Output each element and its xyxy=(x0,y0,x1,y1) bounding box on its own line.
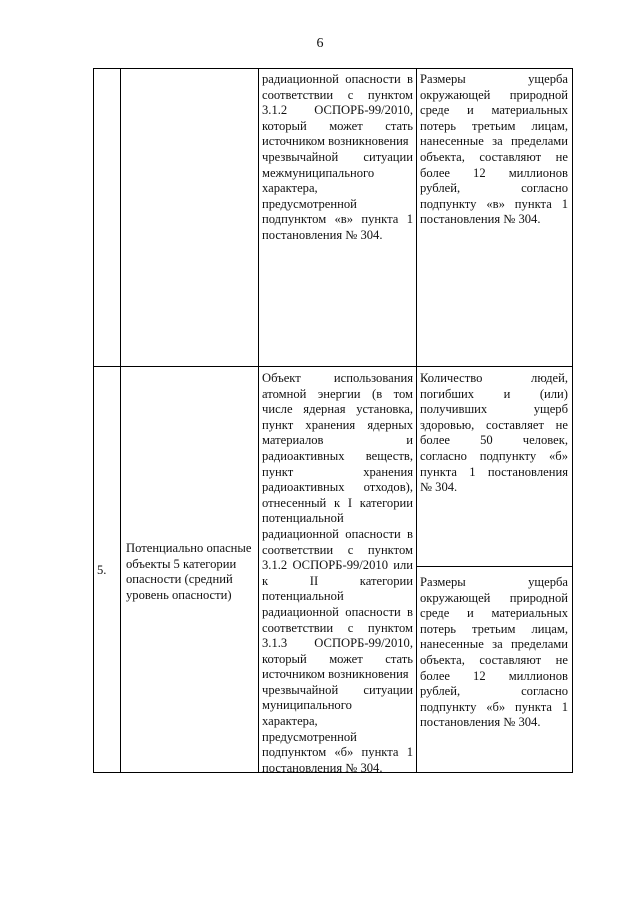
text-line: соответствии с пунктом xyxy=(262,542,413,557)
text-line: 3.1.2 ОСПОРБ-99/2010 или xyxy=(262,558,413,573)
text-line: рублей, согласно xyxy=(420,181,568,196)
text-line: предусмотренной xyxy=(262,196,357,211)
text-line: постановления № 304. xyxy=(262,227,383,242)
row-separator xyxy=(93,366,573,367)
text-line: более 50 человек, xyxy=(420,433,568,448)
text-line: согласно подпункту «б» xyxy=(420,448,568,463)
table-divider-2 xyxy=(258,68,259,773)
text-line: окружающей природной xyxy=(420,87,568,102)
row-object-description xyxy=(262,371,413,776)
text-line: Размеры ущерба xyxy=(420,575,568,589)
text-line: соответствии с пунктом xyxy=(262,620,413,635)
text-line: отнесенный к I категории xyxy=(262,495,413,510)
text-line: потенциальной xyxy=(262,511,344,526)
text-line: радиационной опасности в xyxy=(262,72,413,86)
text-line: Потенциально опасные xyxy=(126,541,252,555)
text-line: окружающей природной xyxy=(420,590,568,605)
row-damage-criterion xyxy=(420,575,568,731)
table-border-top xyxy=(93,68,573,69)
text-line: Объект использования xyxy=(262,371,413,385)
text-line: характера, xyxy=(262,181,318,196)
text-line: нанесенные за пределами xyxy=(420,134,568,149)
text-line: радиационной опасности в xyxy=(262,604,413,619)
text-line: источником возникновения xyxy=(262,134,409,149)
text-line: нанесенные за пределами xyxy=(420,637,568,652)
text-line: объекты 5 категории xyxy=(126,556,237,571)
text-line: № 304. xyxy=(420,480,458,495)
criteria-separator xyxy=(416,566,573,567)
text-line: который может стать xyxy=(262,651,413,666)
text-line: среде и материальных xyxy=(420,606,568,621)
text-line: потенциальной xyxy=(262,589,344,604)
page-number: 6 xyxy=(316,36,324,51)
text-line: пункт хранения xyxy=(262,464,413,479)
text-line: радиоактивных отходов), xyxy=(262,480,413,495)
text-line: 3.1.2 ОСПОРБ-99/2010, xyxy=(262,103,413,118)
row-people-criterion xyxy=(420,371,568,496)
text-line: постановления № 304. xyxy=(420,212,541,227)
table-divider-3 xyxy=(416,68,417,773)
text-line: подпунктом «в» пункта 1 xyxy=(262,212,413,227)
text-line: атомной энергии (в том xyxy=(262,386,413,401)
text-line: подпункту «в» пункта 1 xyxy=(420,196,568,211)
continued-damage-criterion xyxy=(420,72,568,228)
continued-object-description xyxy=(262,72,413,244)
text-line: Количество людей, xyxy=(420,371,568,385)
text-line: объекта, составляют не xyxy=(420,652,568,667)
text-line: который может стать xyxy=(262,118,413,133)
text-line: числе ядерная установка, xyxy=(262,402,413,417)
text-line: межмуниципального xyxy=(262,165,375,180)
text-line: пункта 1 постановления xyxy=(420,464,568,479)
text-line: подпункту «б» пункта 1 xyxy=(420,699,568,714)
text-line: потерь третьим лицам, xyxy=(420,621,568,636)
text-line: характера, xyxy=(262,714,318,729)
text-line: здоровью, составляет не xyxy=(420,417,568,432)
text-line: постановления № 304. xyxy=(420,715,541,730)
text-line: потерь третьим лицам, xyxy=(420,118,568,133)
table-divider-1 xyxy=(120,68,121,773)
text-line: предусмотренной xyxy=(262,729,357,744)
text-line: чрезвычайной ситуации xyxy=(262,682,413,697)
text-line: материалов и xyxy=(262,433,413,448)
row-category xyxy=(126,541,256,603)
text-line: соответствии с пунктом xyxy=(262,87,413,102)
text-line: муниципального xyxy=(262,698,352,713)
text-line: чрезвычайной ситуации xyxy=(262,149,413,164)
table-border-left xyxy=(93,68,94,773)
text-line: рублей, согласно xyxy=(420,684,568,699)
text-line: объекта, составляют не xyxy=(420,149,568,164)
text-line: погибших и (или) xyxy=(420,386,568,401)
text-line: опасности (средний xyxy=(126,572,233,587)
text-line: радиоактивных веществ, xyxy=(262,448,413,463)
text-line: пункт хранения ядерных xyxy=(262,417,413,432)
text-line: источником возникновения xyxy=(262,667,409,682)
text-line: радиационной опасности в xyxy=(262,526,413,541)
table-border-right xyxy=(572,68,573,773)
text-line: 3.1.3 ОСПОРБ-99/2010, xyxy=(262,636,413,651)
text-line: постановления № 304. xyxy=(262,760,383,775)
text-line: более 12 миллионов xyxy=(420,165,568,180)
text-line: получивших ущерб xyxy=(420,402,568,417)
text-line: к II категории xyxy=(262,573,413,588)
text-line: Размеры ущерба xyxy=(420,72,568,86)
text-line: уровень опасности) xyxy=(126,587,232,602)
text-line: среде и материальных xyxy=(420,103,568,118)
text-line: более 12 миллионов xyxy=(420,668,568,683)
text-line: подпунктом «б» пункта 1 xyxy=(262,745,413,760)
row-number: 5. xyxy=(97,563,107,577)
